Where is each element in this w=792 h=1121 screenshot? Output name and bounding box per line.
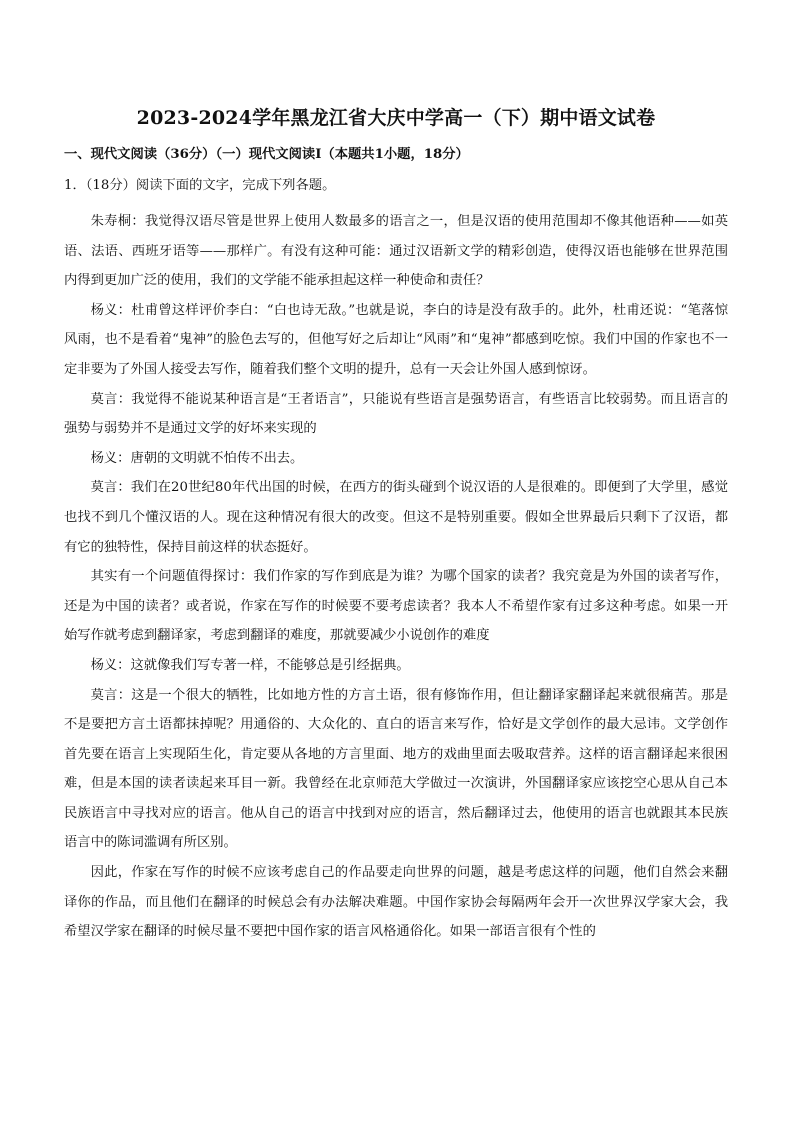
passage-paragraph: 杨义：唐朝的文明就不怕传不出去。: [90, 450, 304, 466]
passage-paragraph: 莫言：我们在20世纪80年代出国的时候，在西方的街头碰到个说汉语的人是很难的。即便到了大学里，感觉也找不到几个懂汉语的人。现在这种情况有很大的改变。但这不是特别重要。假如全世界最后只剩下了汉语，都有它的独特性，保持目前这样的状态挺好。: [64, 480, 728, 555]
reading-passage: [64, 207, 728, 947]
passage-paragraph: 莫言：这是一个很大的牺牲，比如地方性的方言土语，很有修饰作用，但让翻译家翻译起来就很痛苦。那是不是要把方言土语都抹掉呢？用通俗的、大众化的、直白的语言来写作，恰好是文学创作的最大忌讳。文学创作首先要在语言上实现陌生化，肯定要从各地的方言里面、地方的戏曲里面去吸取营养。这样的语言翻译起来很困难，但是本国的读者读起来耳目一新。我曾经在北京师范大学做过一次演讲，外国翻译家应该挖空心思从自己本民族语言中寻找对应的语言。他从自己的语言中找到对应的语言，然后翻译过去，他使用的语言也就跟其本民族语言中的陈词滥调有所区别。: [64, 687, 728, 851]
passage-paragraph: 其实有一个问题值得探讨：我们作家的写作到底是为谁？为哪个国家的读者？我究竟是为外国的读者写作，还是为中国的读者？或者说，作家在写作的时候要不要考虑读者？我本人不希望作家有过多这种考虑。如果一开始写作就考虑到翻译家，考虑到翻译的难度，那就要减少小说创作的难度: [64, 569, 728, 644]
passage-paragraph: 因此，作家在写作的时候不应该考虑自己的作品要走向世界的问题，越是考虑这样的问题，他们自然会来翻译你的作品，而且他们在翻译的时候总会有办法解决难题。中国作家协会每隔两年会开一次世界汉学家大会，我希望汉学家在翻译的时候尽量不要把中国作家的语言风格通俗化。如果一部语言很有个性的: [64, 865, 728, 940]
passage-paragraph: 莫言：我觉得不能说某种语言是“王者语言”，只能说有些语言是强势语言，有些语言比较弱势。而且语言的强势与弱势并不是通过文学的好坏来实现的: [64, 391, 728, 437]
exam-title: 2023-2024学年黑龙江省大庆中学高一（下）期中语文试卷: [136, 107, 656, 129]
passage-paragraph: 杨义：这就像我们写专著一样，不能够总是引经据典。: [90, 657, 410, 673]
section-heading: 一、现代文阅读（36分）（一）现代文阅读Ⅰ（本题共1小题，18分）: [64, 147, 469, 162]
passage-paragraph: 朱寿桐：我觉得汉语尽管是世界上使用人数最多的语言之一，但是汉语的使用范围却不像其他语种——如英语、法语、西班牙语等——那样广。有没有这种可能：通过汉语新文学的精彩创造，使得汉语也能够在世界范围内得到更加广泛的使用，我们的文学能不能承担起这样一种使命和责任？: [64, 214, 728, 289]
passage-paragraph: 杨义：杜甫曾这样评价李白：“白也诗无敌。”也就是说，李白的诗是没有敌手的。此外，杜甫还说：“笔落惊风雨，也不是看着“鬼神”的脸色去写的，但他写好之后却让“风雨”和“鬼神”都感到吃惊。我们中国的作家也不一定非要为了外国人接受去写作，随着我们整个文明的提升，总有一天会让外国人感到惊讶。: [64, 302, 728, 377]
question-stem: 1．（18分）阅读下面的文字，完成下列各题。: [64, 178, 336, 193]
